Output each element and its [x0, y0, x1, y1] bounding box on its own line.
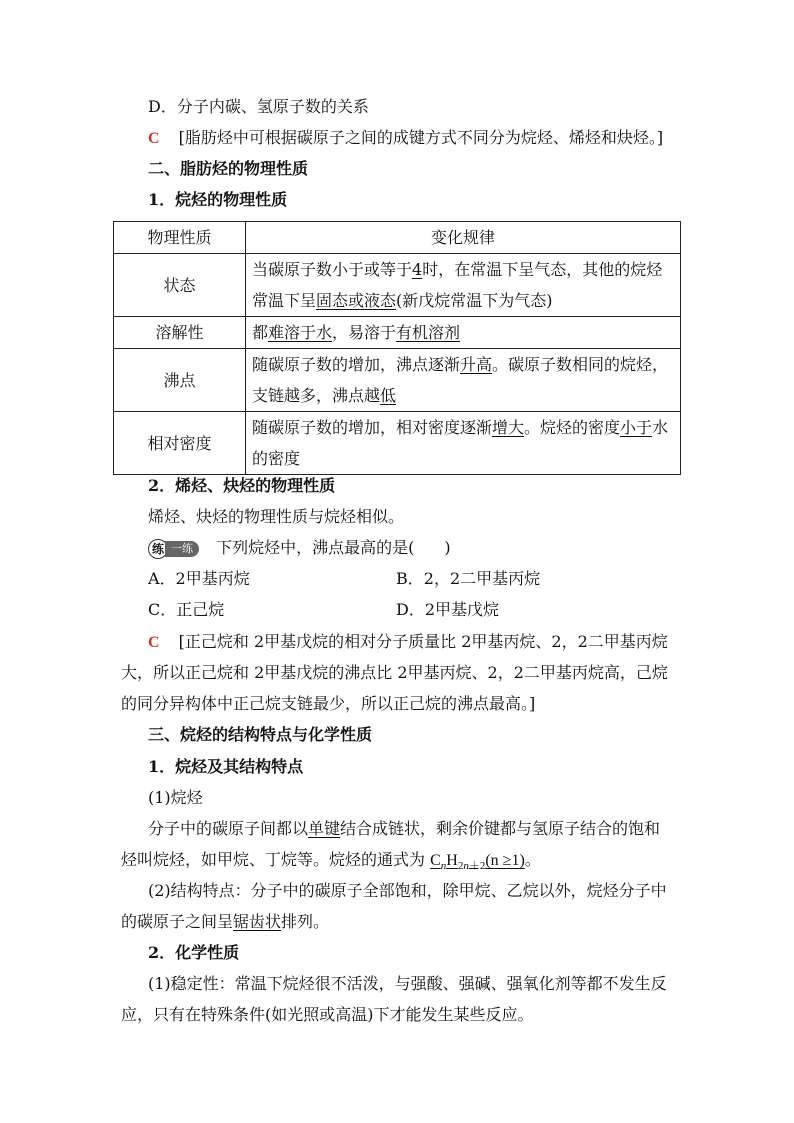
answer-2-line1 [148, 632, 668, 653]
underlined-text: 固态或液态 [316, 291, 397, 310]
option-d2: D．2甲基戊烷 [396, 600, 500, 619]
table-row [114, 317, 681, 349]
underlined-text: 单键 [308, 819, 341, 838]
underlined-text: 升高 [460, 355, 493, 374]
formula-part: n [463, 860, 469, 873]
table-row [114, 349, 681, 412]
general-formula [430, 852, 525, 873]
paragraph: (2)结构特点：分子中的碳原子全部饱和，除甲烷、乙烷以外，烷烃分子中 [148, 881, 667, 900]
practice-badge-label: 一练 [165, 541, 199, 557]
cell-property: 相对密度 [114, 412, 246, 475]
text: ，易溶于 [332, 323, 397, 342]
underlined-text: 低 [380, 386, 397, 405]
text: 水 [652, 418, 669, 437]
formula-part: (n ≥1) [485, 852, 525, 869]
text: 烃叫烷烃，如甲烷、丁烷等。烷烃的通式为 [121, 850, 431, 869]
section-heading-2: 二、脂肪烃的物理性质 [148, 159, 309, 178]
table-row [114, 412, 681, 475]
practice-badge [148, 538, 199, 559]
option-d: D．分子内碳、氢原子数的关系 [148, 97, 369, 116]
table-row [114, 254, 681, 317]
answer-2-line3: 的同分异构体中正己烷支链最少，所以正己烷的沸点最高。] [121, 694, 536, 713]
practice-badge-icon: 练 [148, 539, 168, 559]
header-rule: 变化规律 [246, 222, 681, 254]
text: 结合成链状，剩余价键都与氢原子结合的饱和 [340, 819, 661, 838]
answer-2-line2: 大，所以正己烷和 2甲基戊烷的沸点比 2甲基丙烷、2，2二甲基丙烷高，己烷 [121, 663, 668, 682]
paragraph [121, 912, 329, 932]
paragraph: (1)稳定性：常温下烷烃很不活泼，与强酸、强碱、强氧化剂等都不发生反 [148, 974, 667, 993]
text: 。 [524, 850, 541, 869]
answer-explanation: [脂肪烃中可根据碳原子之间的成键方式不同分为烷烃、烯烃和炔烃。] [178, 128, 664, 147]
formula-part: C [430, 852, 441, 869]
question-text: 下列烷烃中，沸点最高的是( [216, 538, 415, 557]
paragraph: (1)烷烃 [148, 788, 203, 807]
text: 支链越多，沸点越 [252, 386, 381, 405]
formula-part: n [440, 860, 447, 873]
formula-part: H [446, 852, 458, 869]
text: 。烷烃的密度 [524, 418, 621, 437]
text: 的密度 [252, 449, 301, 468]
underlined-text: 4 [412, 260, 423, 279]
text: 都 [252, 323, 269, 342]
formula-part: ＋2 [468, 860, 486, 873]
underlined-text: 有机溶剂 [396, 323, 461, 342]
cell-property: 沸点 [114, 349, 246, 412]
underlined-text: 小于 [620, 418, 653, 437]
answer-1 [148, 128, 663, 149]
text: 随碳原子数的增加，相对密度逐渐 [252, 418, 493, 437]
text: 当碳原子数小于或等于 [252, 260, 413, 279]
cell-property: 溶解性 [114, 317, 246, 349]
text: 随碳原子数的增加，沸点逐渐 [252, 355, 461, 374]
practice-question [148, 538, 451, 559]
text: (新戊烷常温下为气态) [396, 291, 553, 310]
underlined-text: 难溶于水 [268, 323, 333, 342]
subheading-1: 1．烷烃的物理性质 [148, 190, 288, 209]
cell-rule [246, 349, 681, 412]
text: 。碳原子数相同的烷烃， [492, 355, 669, 374]
option-b: B．2，2二甲基丙烷 [396, 569, 541, 588]
header-property: 物理性质 [114, 222, 246, 254]
underlined-text: 增大 [492, 418, 525, 437]
section-heading-3: 三、烷烃的结构特点与化学性质 [148, 725, 373, 744]
answer-letter: C [148, 634, 160, 651]
alkane-properties-table [113, 221, 681, 475]
table-header-row [114, 222, 681, 254]
text: 时，在常温下呈气态，其他的烷烃 [422, 260, 663, 279]
text: 排列。 [281, 912, 330, 931]
paragraph: 烯烃、炔烃的物理性质与烷烃相似。 [148, 507, 405, 526]
cell-rule [246, 317, 681, 349]
question-paren: ) [444, 538, 451, 557]
text: 常温下呈 [252, 291, 317, 310]
option-c: C．正己烷 [148, 600, 225, 619]
paragraph [121, 850, 541, 876]
cell-property: 状态 [114, 254, 246, 317]
option-a: A．2甲基丙烷 [148, 569, 250, 588]
formula-part: 2 [457, 860, 464, 873]
cell-rule [246, 254, 681, 317]
text: 的碳原子之间呈 [121, 912, 234, 931]
answer-letter: C [148, 130, 160, 147]
subheading-4: 2．化学性质 [148, 943, 240, 962]
underlined-text: 锯齿状 [233, 912, 282, 931]
subheading-2: 2．烯烃、炔烃的物理性质 [148, 476, 336, 495]
cell-rule [246, 412, 681, 475]
subheading-3: 1．烷烃及其结构特点 [148, 757, 304, 776]
answer-explanation: [正己烷和 2甲基戊烷的相对分子质量比 2甲基丙烷、2，2二甲基丙烷 [178, 632, 668, 651]
text: 分子中的碳原子间都以 [148, 819, 309, 838]
paragraph [148, 819, 660, 839]
paragraph: 应，只有在特殊条件(如光照或高温)下才能发生某些反应。 [121, 1005, 534, 1024]
